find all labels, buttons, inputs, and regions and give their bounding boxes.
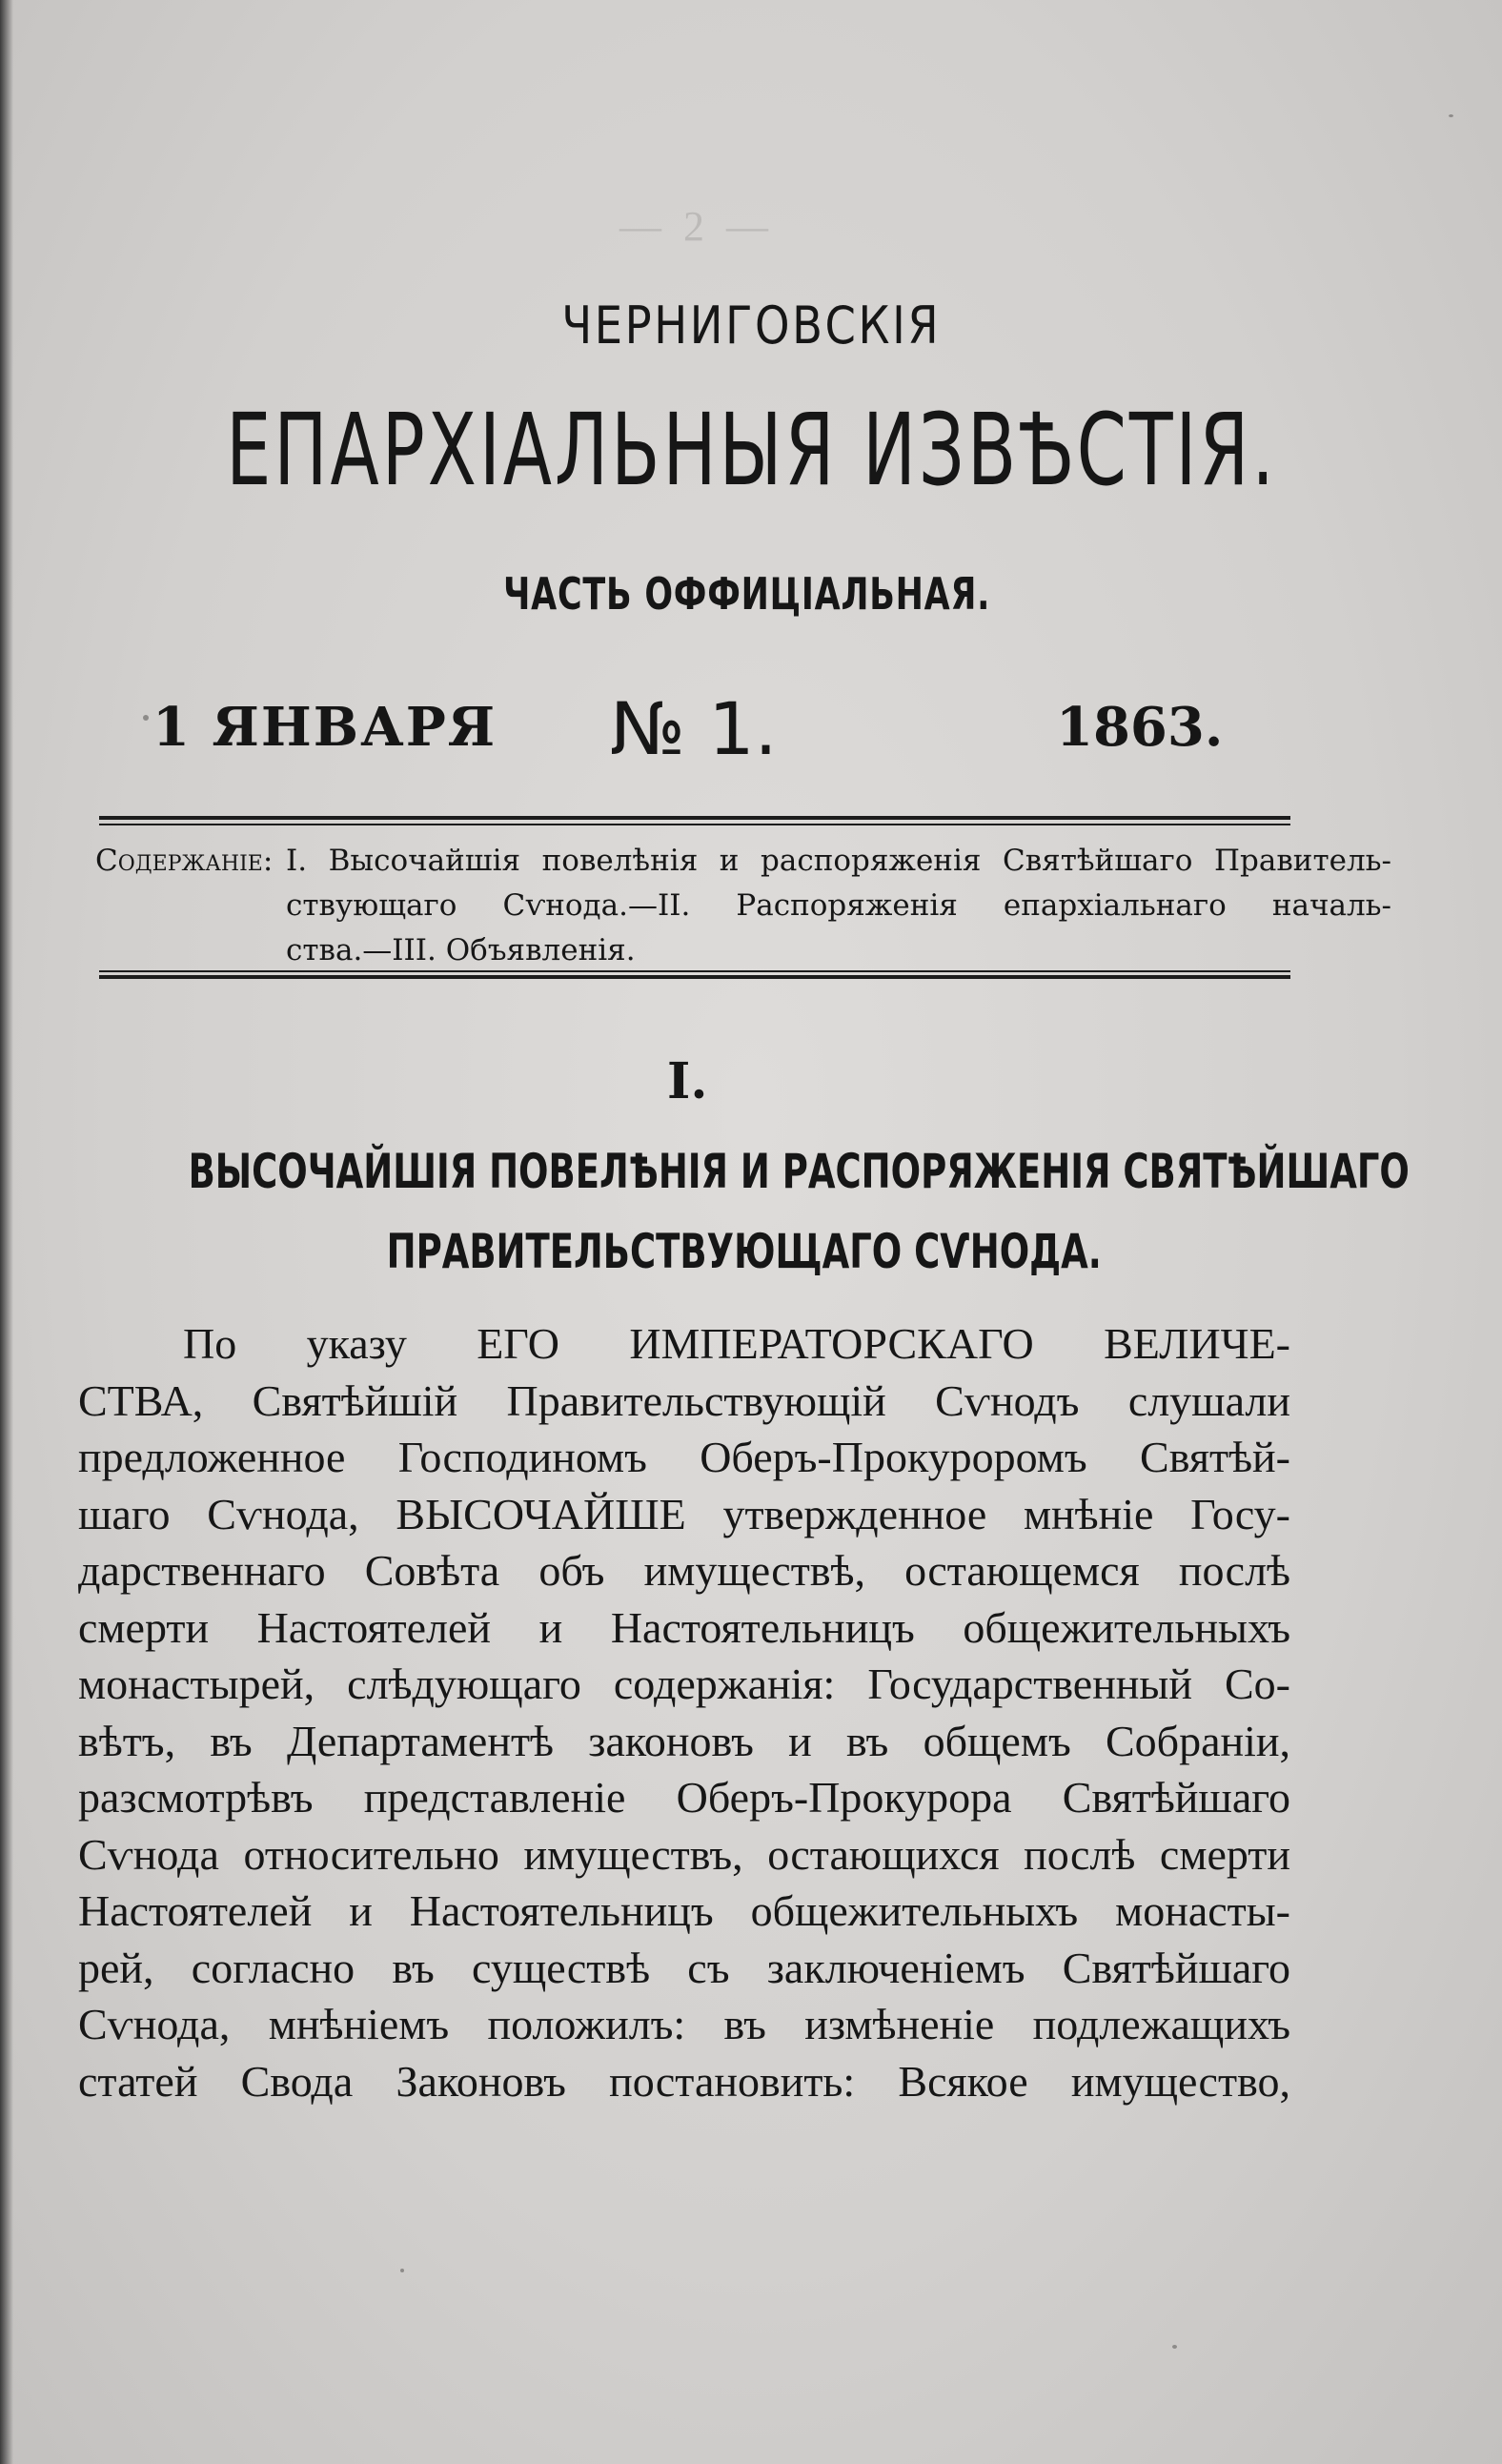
issue-number: № 1. bbox=[610, 686, 778, 771]
body-line: СТВА, Святѣйшій Правительствующій Сѵнодъ слушали bbox=[78, 1375, 1290, 1425]
issue-date: 1 ЯНВАРЯ bbox=[152, 696, 497, 759]
bottom-rule-thin bbox=[99, 970, 1290, 972]
top-rule-thin bbox=[99, 824, 1290, 825]
contents-line: ствующаго Сѵнода.—II. Распоряженія епархіальнаго началь- bbox=[286, 888, 1391, 923]
section-title-line-2: ПРАВИТЕЛЬСТВУЮЩАГО СѴНОДА. bbox=[386, 1224, 1102, 1279]
body-line: По указу ЕГО ИМПЕРАТОРСКАГО ВЕЛИЧЕ- bbox=[183, 1319, 1290, 1368]
section-numeral: I. bbox=[667, 1052, 708, 1110]
body-line: Сѵнода относительно имуществъ, остающихся послѣ смерти bbox=[78, 1829, 1290, 1879]
page-edge-shadow bbox=[0, 0, 13, 2464]
masthead-line-1: ЧЕРНИГОВСКІЯ bbox=[561, 295, 942, 356]
body-line: Сѵнода, мнѣніемъ положилъ: въ измѣненіе подлежащихъ bbox=[78, 2000, 1290, 2048]
body-line: предложенное Господиномъ Оберъ-Прокуроромъ Святѣй- bbox=[78, 1433, 1290, 1481]
top-rule-thick bbox=[99, 816, 1290, 820]
issue-year: 1863. bbox=[1056, 696, 1224, 759]
body-line: разсмотрѣвъ представленіе Оберъ-Прокурора Святѣйшаго bbox=[78, 1773, 1290, 1822]
paper-speck bbox=[143, 715, 149, 721]
masthead-line-2: ЕПАРХІАЛЬНЫЯ ИЗВѢСТІЯ. bbox=[226, 392, 1277, 508]
body-line: Настоятелей и Настоятельницъ общежительныхъ монасты- bbox=[78, 1886, 1290, 1935]
body-text bbox=[78, 1315, 1290, 2109]
body-line: вѣтъ, въ Департаментѣ законовъ и въ общемъ Собраніи, bbox=[78, 1716, 1290, 1765]
paper-speck bbox=[400, 2269, 404, 2272]
section-title-line-1: ВЫСОЧАЙШІЯ ПОВЕЛѢНІЯ И РАСПОРЯЖЕНІЯ СВЯТѢЙШАГО bbox=[188, 1144, 1410, 1199]
bottom-rule-thick bbox=[99, 975, 1290, 979]
body-line: монастырей, слѣдующаго содержанія: Государственный Со- bbox=[78, 1660, 1290, 1708]
body-line: смерти Настоятелей и Настоятельницъ общежительныхъ bbox=[78, 1602, 1290, 1652]
body-line: статей Свода Законовъ постановить: Всякое имущество, bbox=[78, 2056, 1290, 2106]
body-line: шаго Сѵнода, ВЫСОЧАЙШЕ утвержденное мнѣніе Госу- bbox=[78, 1489, 1290, 1538]
contents-body bbox=[286, 839, 1391, 973]
contents-line: ства.—III. Объявленія. bbox=[286, 933, 636, 967]
contents-line: I. Высочайшія повелѣнія и распоряженія Святѣйшаго Правитель- bbox=[286, 844, 1391, 878]
paper-speck bbox=[1449, 114, 1453, 117]
contents-label: Содержаніе: bbox=[95, 844, 274, 878]
body-line: рей, согласно въ существѣ съ заключеніемъ Святѣйшаго bbox=[78, 1943, 1290, 1992]
page-number-bleedthrough: — 2 — bbox=[619, 203, 774, 250]
masthead-part: ЧАСТЬ ОФФИЦІАЛЬНАЯ. bbox=[503, 568, 991, 620]
paper-speck bbox=[1172, 2345, 1177, 2349]
issue-dateline bbox=[0, 686, 1502, 772]
body-line: дарственнаго Совѣта объ имуществѣ, остающемся послѣ bbox=[78, 1546, 1290, 1595]
